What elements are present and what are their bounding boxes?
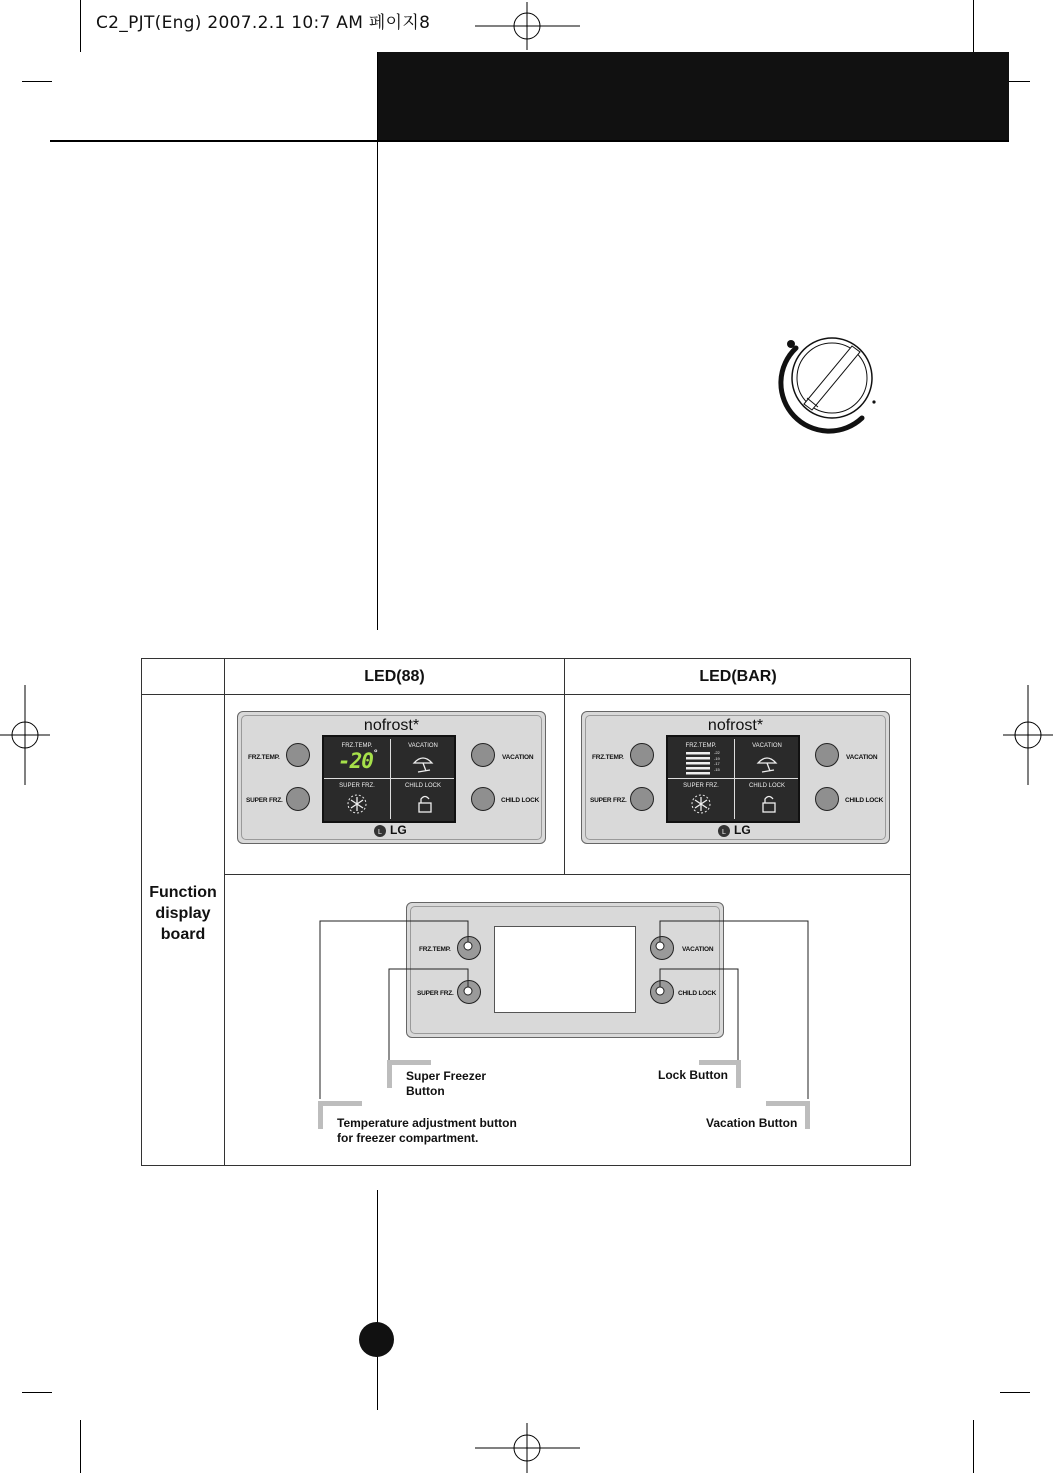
callout-vacation: Vacation Button [706, 1116, 798, 1130]
super-frz-label: SUPER FRZ. [590, 797, 627, 804]
callout-line: Button [406, 1084, 445, 1098]
callout-bracket [699, 1060, 741, 1065]
callout-bracket [387, 1060, 431, 1065]
row-label-line: board [160, 926, 206, 943]
screen-label: FRZ.TEMP. [341, 743, 373, 749]
callout-bracket [766, 1101, 810, 1106]
screen-label: CHILD LOCK [748, 783, 785, 789]
child-lock-label: CHILD LOCK [845, 797, 884, 804]
frz-temp-label: FRZ.TEMP. [419, 946, 451, 953]
vacation-label: VACATION [846, 754, 878, 761]
svg-text:L: L [722, 829, 726, 836]
callout-super-freezer [406, 1069, 486, 1099]
screen-label: SUPER FRZ. [339, 783, 375, 789]
child-lock-label: CHILD LOCK [501, 797, 540, 804]
screen-label: VACATION [408, 743, 438, 749]
screen-label: SUPER FRZ. [683, 783, 719, 789]
frz-temp-label: FRZ.TEMP. [248, 754, 280, 761]
callout-temperature [337, 1116, 517, 1146]
bar-scale-value: -22 [714, 750, 720, 755]
brand-logo: nofrost* [363, 717, 420, 734]
column-header-led88: LED(88) [364, 668, 425, 685]
bar-scale-value: -19 [714, 755, 720, 761]
vacation-label: VACATION [502, 754, 534, 761]
vacation-label: VACATION [682, 946, 714, 953]
screen-label: VACATION [752, 743, 782, 749]
super-frz-label: SUPER FRZ. [417, 990, 454, 997]
callout-bracket [318, 1101, 362, 1106]
row-label-line: Function [149, 884, 217, 901]
screen-label: FRZ.TEMP. [685, 743, 717, 749]
frz-temp-label: FRZ.TEMP. [592, 754, 624, 761]
svg-text:L: L [378, 829, 382, 836]
lg-logo-text: LG [390, 823, 407, 837]
lg-logo-text: LG [734, 823, 751, 837]
column-header-ledbar: LED(BAR) [699, 668, 777, 685]
brand-logo: nofrost* [707, 717, 764, 734]
page-number-marker [359, 1322, 394, 1357]
callout-lock: Lock Button [658, 1068, 728, 1082]
bar-scale-value: -15 [714, 766, 720, 772]
bar-scale-value: -17 [714, 761, 720, 766]
callout-line: Super Freezer [406, 1069, 487, 1083]
child-lock-label: CHILD LOCK [678, 990, 717, 997]
super-frz-label: SUPER FRZ. [246, 797, 283, 804]
print-header: C2_PJT(Eng) 2007.2.1 10:7 AM 페이지8 [96, 13, 431, 33]
temperature-value: -20 [338, 749, 373, 773]
screen-label: CHILD LOCK [404, 783, 441, 789]
row-label-line: display [155, 905, 211, 922]
callout-line: Temperature adjustment button [337, 1116, 517, 1130]
temperature-unit: ° [372, 749, 378, 759]
callout-line: for freezer compartment. [337, 1131, 479, 1145]
